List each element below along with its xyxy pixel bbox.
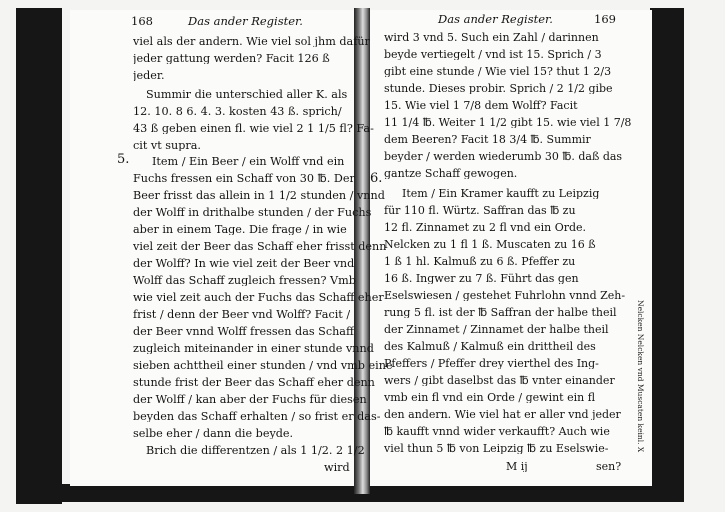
text-line: 16 ß. Ingwer zu 7 ß. Führt das gen <box>384 273 579 284</box>
text-line: 43 ß geben einen fl. wie viel 2 1 1/5 fl? Fa- <box>133 123 374 135</box>
text-line: wird 3 vnd 5. Such ein Zahl / darinnen <box>384 32 599 43</box>
text-line: 15. Wie viel 1 7/8 dem Wolff? Facit <box>384 100 578 111</box>
text-line: Item / Ein Beer / ein Wolff vnd ein <box>152 156 345 168</box>
text-line: sieben achttheil einer stunden / vnd vmb eine <box>133 360 393 372</box>
signature-mark: M ij <box>506 461 528 472</box>
bottom-book-edge <box>16 484 684 502</box>
text-line: zugleich miteinander in einer stunde vnnd <box>133 343 374 355</box>
text-line: jeder gattung werden? Facit 126 ß <box>133 53 330 65</box>
text-line: frist / denn der Beer vnd Wolff? Facit / <box>133 309 351 321</box>
text-line: wie viel zeit auch der Fuchs das Schaff eher <box>133 292 384 304</box>
right-page-number: 169 <box>594 12 616 26</box>
text-line: viel als der andern. Wie viel sol jhm dafür <box>133 36 370 48</box>
text-line: viel thun 5 ℔ von Leipzig ℔ zu Eselswie- <box>384 443 609 454</box>
text-line: ℔ kaufft vnnd wider verkaufft? Auch wie <box>384 426 610 437</box>
left-page-number: 168 <box>131 14 153 28</box>
text-line: jeder. <box>133 70 165 82</box>
text-line: selbe eher / dann die beyde. <box>133 428 294 440</box>
text-line: Item / Ein Kramer kaufft zu Leipzig <box>402 188 600 199</box>
text-line: Nelcken zu 1 fl 1 ß. Muscaten zu 16 ß <box>384 239 596 250</box>
text-line: der Beer vnnd Wolff fressen das Schaff <box>133 326 354 338</box>
text-line: beyde vertiegelt / vnd ist 15. Sprich / 3 <box>384 49 602 60</box>
text-line: Beer frisst das allein in 1 1/2 stunden / vnnd <box>133 190 385 202</box>
right-running-head: Das ander Register. <box>438 12 553 26</box>
text-line: gibt eine stunde / Wie viel 15? thut 1 2/3 <box>384 66 612 77</box>
catchword: wird <box>324 462 350 474</box>
section-number: 6. <box>370 171 383 186</box>
text-line: Fuchs fressen ein Schaff von 30 ℔. Der <box>133 173 355 185</box>
section-number: 5. <box>117 152 130 167</box>
text-line: 12. 10. 8 6. 4. 3. kosten 43 ß. sprich/ <box>133 106 342 118</box>
text-line: der Wolff / kan aber der Fuchs für diesen <box>133 394 367 406</box>
text-line: Eselswiesen / gestehet Fuhrlohn vnnd Zeh- <box>384 290 626 301</box>
text-line: der Wolff? In wie viel zeit der Beer vnd <box>133 258 355 270</box>
text-line: Wolff das Schaff zugleich fressen? Vmb <box>133 275 356 287</box>
left-book-edge <box>16 8 62 504</box>
text-line: 11 1/4 ℔. Weiter 1 1/2 gibt 15. wie viel 1 7/8 <box>384 117 632 128</box>
text-line: rung 5 fl. ist der ℔ Saffran der halbe theil <box>384 307 617 318</box>
text-line: beyden das Schaff erhalten / so frist er das- <box>133 411 381 423</box>
right-book-edge <box>650 8 684 502</box>
text-line: für 110 fl. Würtz. Saffran das ℔ zu <box>384 205 576 216</box>
text-line: cit vt supra. <box>133 140 201 152</box>
catchword: sen? <box>596 461 622 472</box>
text-line: Pfeffers / Pfeffer drey vierthel des Ing- <box>384 358 599 369</box>
left-running-head: Das ander Register. <box>188 14 303 28</box>
text-line: viel zeit der Beer das Schaff eher frisst denn <box>133 241 387 253</box>
text-line: Summir die unterschied aller K. als <box>146 89 348 101</box>
handwritten-margin-note: Nelcken Nelcken vnd Muscaten keinl. X <box>636 300 645 453</box>
text-line: Brich die differentzen / als 1 1/2. 2 1/2 <box>146 445 365 457</box>
text-line: gantze Schaff gewogen. <box>384 168 518 179</box>
text-line: der Wolff in drithalbe stunden / der Fuchs <box>133 207 372 219</box>
text-line: 12 fl. Zinnamet zu 2 fl vnd ein Orde. <box>384 222 587 233</box>
text-line: aber in einem Tage. Die frage / in wie <box>133 224 347 236</box>
text-line: vmb ein fl vnd ein Orde / gewint ein fl <box>384 392 596 403</box>
text-line: wers / gibt daselbst das ℔ vnter einander <box>384 375 615 386</box>
text-line: beyder / werden wiederumb 30 ℔. daß das <box>384 151 623 162</box>
text-line: dem Beeren? Facit 18 3/4 ℔. Summir <box>384 134 591 145</box>
text-line: stunde frist der Beer das Schaff eher denn <box>133 377 375 389</box>
text-line: 1 ß 1 hl. Kalmuß zu 6 ß. Pfeffer zu <box>384 256 576 267</box>
text-line: den andern. Wie viel hat er aller vnd jeder <box>384 409 621 420</box>
text-line: stunde. Dieses probir. Sprich / 2 1/2 gibe <box>384 83 613 94</box>
text-line: der Zinnamet / Zinnamet der halbe theil <box>384 324 609 335</box>
text-line: des Kalmuß / Kalmuß ein drittheil des <box>384 341 596 352</box>
